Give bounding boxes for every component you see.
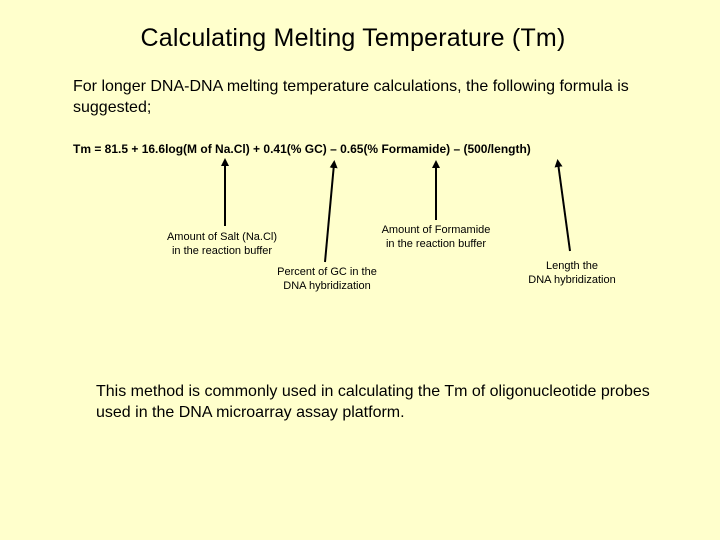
length-label — [512, 259, 632, 287]
tm-formula: Tm = 81.5 + 16.6log(M of Na.Cl) + 0.41(% GC) – 0.65(% Formamide) – (500/length) — [73, 142, 531, 156]
gc-label-line2: DNA hybridization — [283, 280, 371, 292]
slide-title: Calculating Melting Temperature (Tm) — [140, 24, 566, 52]
length-label-line1: Length the — [546, 260, 598, 272]
salt-label-line1: Amount of Salt (Na.Cl) — [166, 231, 278, 243]
salt-label-line2: in the reaction buffer — [171, 245, 273, 257]
length-label-line2: DNA hybridization — [528, 274, 616, 286]
gc-label-line1: Percent of GC in the — [277, 266, 377, 278]
arrow-gc — [325, 164, 334, 262]
formamide-label-line1: Amount of Formamide — [381, 224, 491, 236]
conclusion-text: This method is commonly used in calculating the Tm of oligonucleotide probes used in the DNA microarray assay platform. — [96, 383, 650, 421]
intro-text: For longer DNA-DNA melting temperature calculations, the following formula is suggested; — [73, 78, 629, 116]
formamide-label — [364, 223, 508, 251]
gc-label — [258, 265, 396, 293]
salt-label — [150, 230, 294, 258]
arrow-length — [558, 163, 570, 251]
formamide-label-line2: in the reaction buffer — [385, 238, 487, 250]
